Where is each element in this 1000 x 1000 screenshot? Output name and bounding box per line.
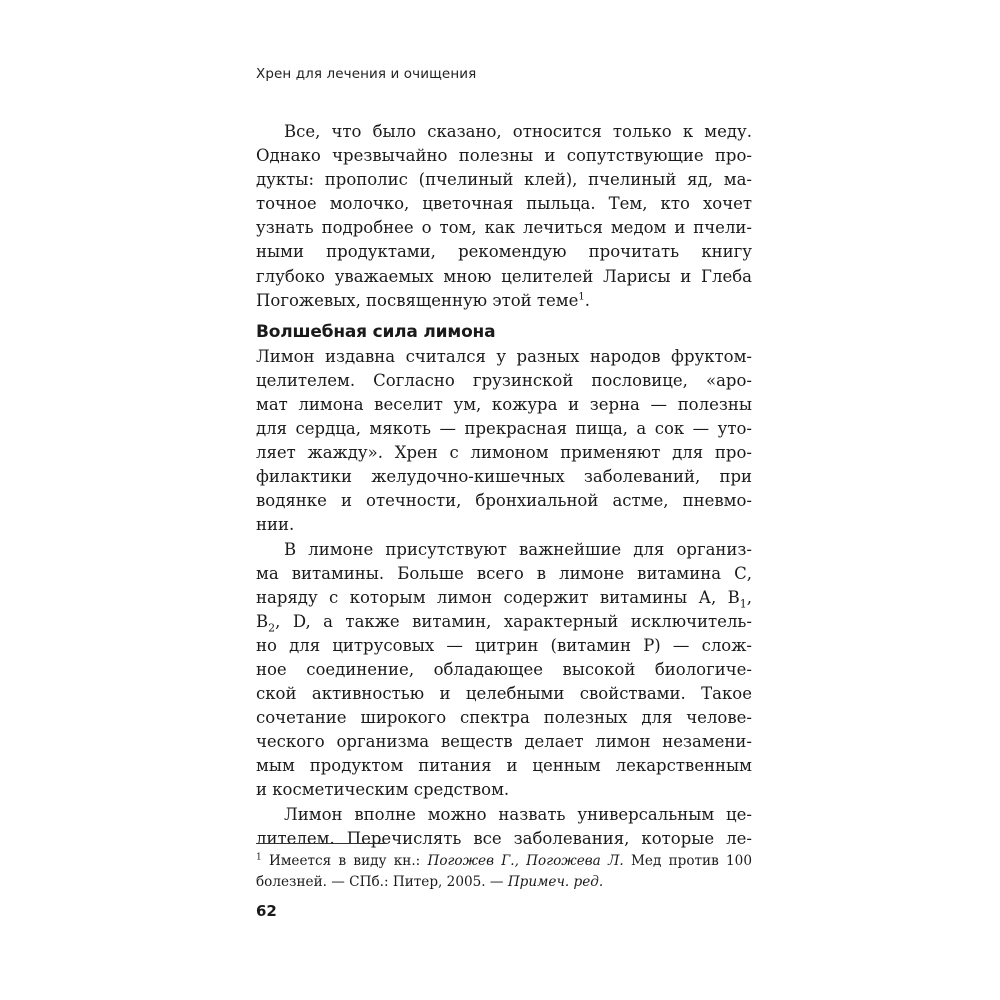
footnote <box>256 851 752 893</box>
text-line: узнать подробнее о том, как лечиться медом и пчели- <box>256 218 752 238</box>
text-line: Однако чрезвычайно полезны и сопутствующие про- <box>256 146 752 166</box>
text-line: ляет жажду». Хрен с лимоном применяют для про- <box>256 443 752 463</box>
paragraph-lemon-vitamins <box>256 538 752 803</box>
text-line: точное молочко, цветочная пыльца. Тем, кто хочет <box>256 194 752 214</box>
footnote-text: болезней. — СПб.: Питер, 2005. — <box>256 874 508 890</box>
text-line: водянке и отечности, бронхиальной астме, пневмо- <box>256 491 752 511</box>
text-line: ма витамины. Больше всего в лимоне витамина С, <box>256 563 752 583</box>
footnote-mark: 1 <box>256 852 262 863</box>
text-line: В лимоне присутствуют важнейшие для организ- <box>284 539 752 559</box>
text-line-content: Погожевых, посвященную этой теме <box>256 290 579 310</box>
text-line: нии. <box>256 515 295 535</box>
body-text <box>256 120 752 851</box>
subscript: 2 <box>268 621 276 635</box>
text-line-content: , <box>746 587 752 607</box>
text-line: Все, что было сказано, относится только к меду. <box>284 122 752 141</box>
text-line: ской активностью и целебными свойствами. Такое <box>256 684 752 704</box>
footnote-editor-note: Примеч. ред. <box>507 874 604 890</box>
text-line: лителем. Перечислять все заболевания, которые ле- <box>256 828 752 848</box>
text-line: мым продуктом питания и ценным лекарственным <box>256 756 752 776</box>
paragraph-lemon-intro <box>256 345 752 538</box>
section-heading: Волшебная сила лимона <box>256 321 496 342</box>
footnote-text: Имеется в виду кн.: <box>261 853 428 869</box>
text-line: и косметическим средством. <box>256 780 510 800</box>
footnote-reference: 1 <box>578 291 585 303</box>
text-line: ное соединение, обладающее высокой биологиче- <box>256 659 752 679</box>
text-line: для сердца, мякоть — прекрасная пища, а сок — уто- <box>256 419 752 439</box>
text-line: дукты: прополис (пчелиный клей), пчелиный яд, ма- <box>256 170 752 190</box>
text-line: сочетание широкого спектра полезных для челове- <box>256 708 752 728</box>
footnote-line <box>256 851 752 872</box>
text-line-content: , D, а также витамин, характерный исключитель- <box>275 611 752 631</box>
text-line: Лимон вполне можно назвать универсальным це- <box>284 804 752 824</box>
running-head: Хрен для лечения и очищения <box>256 66 477 82</box>
footnote-line <box>256 872 752 893</box>
text-line: Погожевых, посвященную этой теме$^1$. <box>256 290 591 310</box>
page-number: 62 <box>256 902 277 920</box>
text-line: филактики желудочно-кишечных заболеваний, при <box>256 467 752 487</box>
text-line: глубоко уважаемых мною целителей Ларисы и Глеба <box>256 266 752 286</box>
text-line: мат лимона веселит ум, кожура и зерна — полезны <box>256 394 752 414</box>
footnote-text: Мед против 100 <box>623 853 752 869</box>
text-line: целителем. Согласно грузинской пословице, «аро- <box>256 370 752 390</box>
footnote-authors: Погожев Г., Погожева Л. <box>427 853 624 869</box>
paragraph-honey-products <box>256 120 752 313</box>
footnote-divider <box>256 843 386 844</box>
text-line: но для цитрусовых — цитрин (витамин Р) — слож- <box>256 635 752 655</box>
subscript: 1 <box>739 596 747 610</box>
text-line: ческого организма веществ делает лимон незамени- <box>256 732 752 752</box>
text-line: Лимон издавна считался у разных народов фруктом- <box>256 346 752 366</box>
text-line-content: В <box>256 611 269 631</box>
text-line: ными продуктами, рекомендую прочитать книгу <box>256 242 752 262</box>
book-page <box>256 0 752 1000</box>
text-line <box>256 586 752 610</box>
text-line <box>256 610 752 634</box>
text-line-content: наряду с которым лимон содержит витамины А, В <box>256 587 740 607</box>
